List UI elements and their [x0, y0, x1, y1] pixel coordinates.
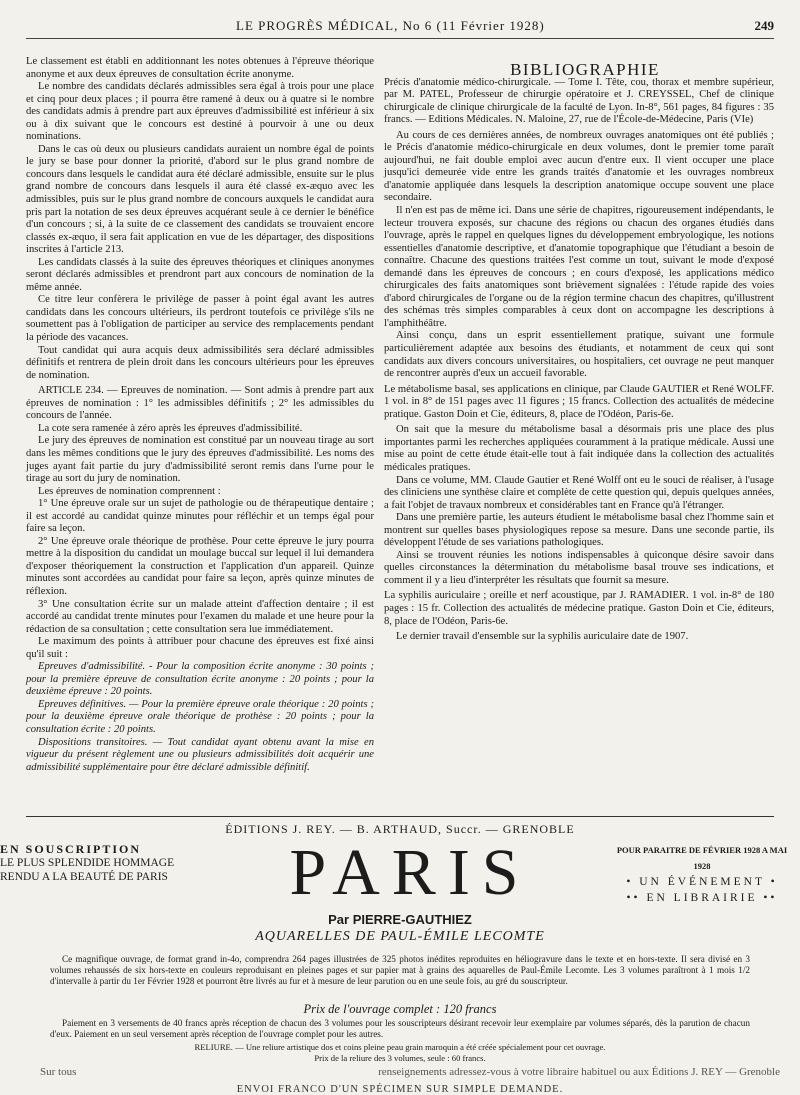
ad-left-tag-line: EN SOUSCRIPTION: [0, 842, 142, 856]
paragraph: Dans ce volume, MM. Claude Gautier et René Wolff ont eu le souci de réaliser, à l'usage des cliniciens une synthèse claire et complète de cette question qui, depuis quelques années, a fait l'objet de travaux nombreux et considérables tant en France qu'à l'étranger.: [384, 474, 774, 511]
ad-author: Par PIERRE-GAUTHIEZ: [328, 912, 472, 927]
paragraph: Le nombre des candidats déclarés admissibles sera égal à trois pour une place et cinq pour deux places ; il pourra être ramené à deux ou à quatre si le nombre des candidats admis à prendre part aux épreuves d'admissibilité est inférieur à six ou à dix suivant que le concours est destiné à pourvoir à une ou deux nominations.: [26, 81, 374, 143]
page-number: 249: [754, 18, 774, 33]
ad-reliure-price: Prix de la reliure des 3 volumes, seule : 60 francs.: [314, 1052, 486, 1063]
book-entry: Précis d'anatomie médico-chirurgicale. — Tome I. Tête, cou, thorax et membre supérieur, par M. PATEL, Professeur de chirurgie opératoire et J. CREYSSEL, Chef de clinique chirurgicale de clinique chirurgicale de la faculté de Lyon. In-8°, 561 pages, 84 figures : 35 francs. — Editions Médicales. N. Maloine, 27, rue de l'École-de-Médecine, Paris (VIe): [384, 76, 774, 126]
paragraph: Le dernier travail d'ensemble sur la syphilis auriculaire date de 1907.: [396, 631, 689, 643]
ad-payment: Paiement en 3 versements de 40 francs après réception de chacun des 3 volumes pour les souscripteurs désirant recevoir leur exemplaire par volumes séparés, dès la parution de chacun d'eux. Paiement en un seul versement après réception de l'ouvrage complet pour les autres.: [50, 1018, 750, 1039]
paragraph: 3° Une consultation écrite sur un malade atteint d'affection dentaire ; il est accordé au candidat trente minutes pour l'examen du malade et une heure pour la rédaction de sa consultation ; cette consultation sera lue immédiatement.: [26, 598, 374, 635]
paragraph: Il n'en est pas de même ici. Dans une série de chapitres, rigoureusement indépendants, le lecteur trouvera exposés, sur chacune des régions ou chacun des organes étudiés dans l'ouvrage, après le rappel en quelques lignes du développement embryologique, les notions essentielles d'anatomie descriptive, et d'anatomie topographique que l'étudiant a besoin de connaître. Chacune des questions traitées l'est comme un tout, suivant le mode d'exposé demandé dans les épreuves de concours ; en cours d'exposé, les applications médico chirurgicales des faits anatomiques sont brièvement signalées : l'étude rapide des voies d'abord chirurgicales de l'organe ou de la région termine chacun des chapitres, qu'illustrent des schémas très simples comparables à ceux dont on accompagne les descriptions à l'amphithéâtre.: [384, 205, 774, 329]
paragraph: Le classement est établi en additionnant les notes obtenues à l'épreuve théorique anonyme et aux deux épreuves de consultation écrite anonyme.: [26, 56, 374, 80]
divider: [26, 816, 774, 817]
paragraph: Les épreuves de nomination comprennent :: [38, 485, 221, 497]
ad-footer: [40, 1066, 780, 1078]
paragraph: Dans une première partie, les auteurs étudient le métabolisme basal chez l'homme sain et montrent sur quelles bases physiologiques repose sa mesure. Dans une seconde partie, ils développent l'étude de ses variations pathologiques.: [384, 512, 774, 549]
paragraph: Ainsi se trouvent réunies les notions indispensables à quiconque désire savoir dans quelles circonstances la détermination du métabolisme basal trouve ses indications, et comment il y a lieu d'interpréter les résultats que fournit sa mesure.: [384, 549, 774, 586]
paragraph: Les candidats classés à la suite des épreuves théoriques et cliniques anonymes seront déclarés admissibles et prendront part aux concours de nomination de la même année.: [26, 256, 374, 293]
paragraph: 1° Une épreuve orale sur un sujet de pathologie ou de thérapeutique dentaire ; il est accordé au candidat quinze minutes pour réfléchir et un temps égal pour faire sa leçon.: [26, 498, 374, 535]
paragraph: Au cours de ces dernières années, de nombreux ouvrages anatomiques ont été publiés ; le Précis d'anatomie médico-chirurgicale en deux volumes, dont le premier tome paraît aujourd'hui, ne fait double emploi avec aucun d'entre eux. Il vient occuper une place jusqu'ici demeurée vide entre les grands traités d'anatomie et les ouvrages nombreux d'anatomie appliquée dans lesquels la description anatomique occupe souvent une place secondaire.: [384, 129, 774, 204]
ad-right-tag-line: • UN ÉVÉNEMENT •: [626, 876, 778, 888]
left-column: [26, 56, 374, 774]
paragraph: Le jury des épreuves de nomination est constitué par un nouveau tirage au sort dans les mêmes conditions que le jury des épreuves d'admissibilité. Les noms des juges ayant fait partie du jury d'admissibilité seront remis dans l'urne pour le tirage au sort du jury de nomination.: [26, 435, 374, 485]
paragraph: Tout candidat qui aura acquis deux admissibilités sera déclaré admissibles définitifs et rentrera de plein droit dans les concours ultérieurs pour les épreuves de nomination.: [26, 344, 374, 381]
bibliography-heading: BIBLIOGRAPHIE: [510, 60, 660, 79]
ad-footer-left: Sur tous: [40, 1066, 77, 1078]
paragraph: Le maximum des points à attribuer pour chacune des épreuves est fixé ainsi qu'il suit :: [26, 636, 374, 660]
paragraph: Dans le cas où deux ou plusieurs candidats auraient un nombre égal de points le jury se base pour donner la priorité, d'abord sur le plus grand nombre de concours dans lesquels le candidat aura été déclaré admissible, ensuite sur le plus grand nombre de concours dans lesquels il aura été classé ex-æquo avec les admissibles, puis sur le plus grand nombre de concours auxquels le candidat aura pris part la notation de ses deux épreuves acquérant seule à ce dernier le bénéfice d'un concours ; si, à la suite de ce classement des candidats se trouvaient encore classés ex-æquo, il sera fait application en vue de les départager, des dispositions inscrites à l'article 213.: [26, 143, 374, 256]
ad-price: Prix de l'ouvrage complet : 120 francs: [303, 1002, 497, 1016]
ad-right-tag-line: POUR PARAITRE DE FÉVRIER 1928 A MAI 1928: [616, 845, 788, 871]
ad-left-tag-line: LE PLUS SPLENDIDE HOMMAGE: [0, 857, 175, 869]
ad-subtitle: AQUARELLES DE PAUL-ÉMILE LECOMTE: [255, 929, 545, 944]
ad-envoi: ENVOI FRANCO D'UN SPÉCIMEN SUR SIMPLE DEMANDE.: [236, 1084, 564, 1095]
paragraph: Dispositions transitoires. — Tout candidat ayant obtenu avant la mise en vigueur du présent règlement une ou plusieurs admissibilités doit acquérir une admissibilité supplémentaire pour être déclaré admissible définitif.: [26, 736, 374, 773]
ad-reliure: [0, 1042, 800, 1063]
ad-publisher: ÉDITIONS J. REY. — B. ARTHAUD, Succr. — GRENOBLE: [225, 822, 575, 836]
paragraph: On sait que la mesure du métabolisme basal a désormais pris une place des plus importantes parmi les recherches appliquées couramment à la pratique médicale. Aussi une mise au point de cette étude était-elle tout à fait indiquée dans la collection des actualités médicales pratiques.: [384, 424, 774, 473]
paragraph: La cote sera ramenée à zéro après les épreuves d'admissibilité.: [38, 422, 303, 434]
ad-left-tag: [0, 842, 200, 884]
ad-description: Ce magnifique ouvrage, de format grand in-4o, comprendra 264 pages illustrées de 325 photos inédites reproduites en héliogravure dans le texte et en hors-texte. Il sera divisé en 3 volumes rehaussés de six hors-texte en couleurs reproduisant en pleines pages et sur papier mat à grains des aquarelles de Paul-Émile Lecomte. Les 3 volumes paraîtront à 1 mois 1/2 d'intervalle à partir du 1er Février 1928 et pourront être livrés au fur et à mesure de leur parution ou en une seule fois, au gré du souscripteur.: [50, 954, 750, 986]
running-header: [26, 16, 774, 39]
advertisement: [0, 822, 800, 1095]
paragraph: Ce titre leur confèrera le privilège de passer à point égal avant les autres candidats dans les concours ultérieurs, ils perdront toutefois ce privilège s'ils ne soumettent pas à l'obligation de participer au service des remplacements pendant la période des vacances.: [26, 294, 374, 344]
ad-footer-text: renseignements adressez-vous à votre libraire habituel ou aux Éditions J. REY — Grenoble: [378, 1066, 780, 1078]
article-234: ARTICLE 234. — Epreuves de nomination. — Sont admis à prendre part aux épreuves de nomination : 1° les admissibles définitifs ; 2° les admissibles du concours de l'année.: [26, 385, 374, 422]
book-entry: La syphilis auriculaire ; oreille et nerf acoustique, par J. RAMADIER. 1 vol. in-8° de 180 pages : 15 fr. Collection des actualités de médecine pratique. Gaston Doin et Cie, éditeurs, 8, place de l'Odéon, Paris-6e.: [384, 590, 774, 627]
paragraph: Epreuves d'admissibilité. - Pour la composition écrite anonyme : 30 points ; pour la première épreuve de consultation écrite anonyme : 20 points ; pour la deuxième épreuve : 20 points.: [26, 661, 374, 698]
book-entry: Le métabolisme basal, ses applications en clinique, par Claude GAUTIER et René WOLFF. 1 vol. in 8° de 151 pages avec 11 figures ; 15 francs. Collection des actualités de médecine pratique. Gaston Doin et Cie, éditeurs, 8, place de l'Odéon, Paris-6e.: [384, 383, 774, 420]
paragraph: 2° Une épreuve orale théorique de prothèse. Pour cette épreuve le jury pourra mettre à la disposition du candidat un moulage buccal sur lequel il lui demandera d'exposer théoriquement la construction et l'application d'un appareil. Quinze minutes sont accordées au candidat pour faire sa leçon, après quinze minutes de réflexion.: [26, 535, 374, 597]
paragraph: Epreuves définitives. — Pour la première épreuve orale théorique : 20 points ; pour la deuxième épreuve orale théorique de prothèse : 20 points ; pour la consultation écrite : 20 points.: [26, 698, 374, 735]
ad-reliure-line: RELIURE. — Une reliure artistique dos et coins pleine peau grain maroquin a été créée spécialement pour cet ouvrage.: [194, 1042, 606, 1052]
ad-right-tag: [612, 842, 792, 906]
ad-title: PARIS: [289, 836, 531, 909]
right-column: [384, 60, 774, 644]
journal-title: LE PROGRÈS MÉDICAL, No 6 (11 Février 1928): [236, 18, 545, 33]
ad-right-tag-line: •• EN LIBRAIRIE ••: [626, 892, 778, 904]
paragraph: Ainsi conçu, dans un esprit essentiellement pratique, suivant une formule particulièrement adaptée aux besoins des étudiants, et notamment de ceux qui sont candidats aux divers concours universitaires, ou hospitaliers, cet ouvrage ne peut manquer de rencontrer auprès d'eux un accueil favorable.: [384, 330, 774, 380]
ad-left-tag-line: RENDU A LA BEAUTÉ DE PARIS: [0, 871, 168, 883]
